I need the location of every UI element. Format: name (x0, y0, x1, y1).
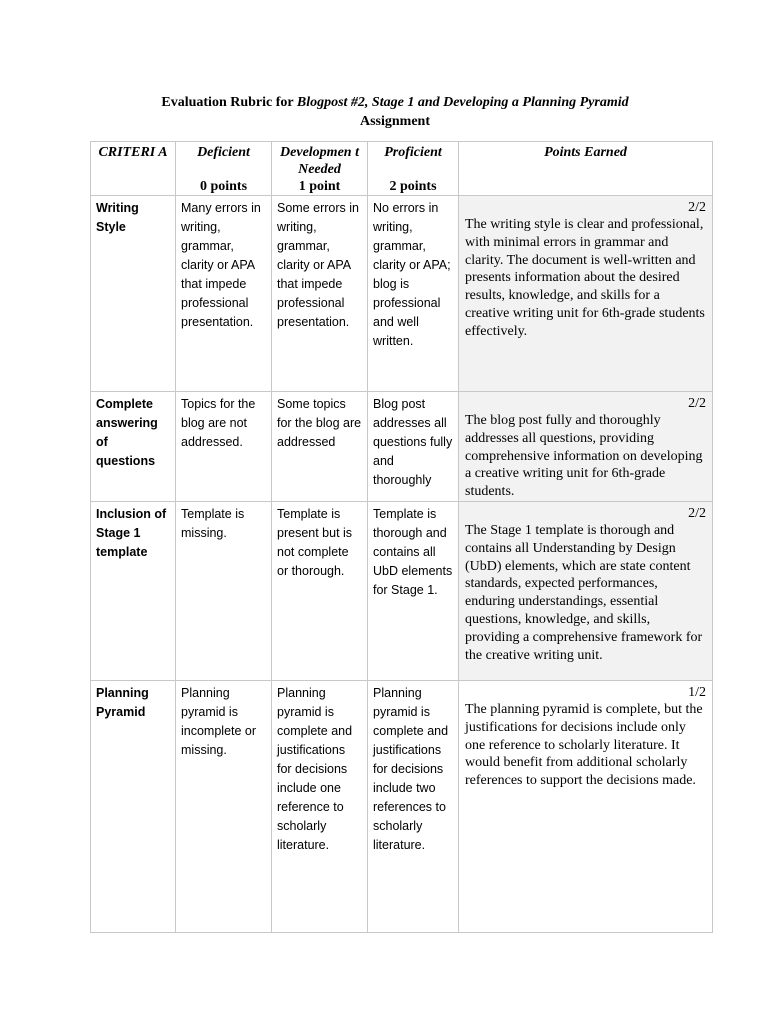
table-row (91, 392, 713, 502)
deficient-cell: Topics for the blog are not addressed. (176, 392, 272, 502)
proficient-cell: No errors in writing, grammar, clarity or APA; blog is professional and well written. (368, 196, 459, 392)
header-proficient: Proficient 2 points (368, 142, 459, 196)
proficient-cell: Template is thorough and contains all UbD elements for Stage 1. (368, 501, 459, 680)
proficient-cell: Planning pyramid is complete and justifications for decisions include two references to scholarly literature. (368, 680, 459, 932)
score: 1/2 (688, 684, 706, 700)
deficient-cell: Many errors in writing, grammar, clarity or APA that impede professional presentation. (176, 196, 272, 392)
table-row (91, 196, 713, 392)
header-criteria: CRITERI A (91, 142, 176, 196)
title-line-1 (0, 93, 768, 112)
development-cell: Template is present but is not complete or thorough. (272, 501, 368, 680)
document-title (0, 93, 768, 131)
comment: The blog post fully and thoroughly addresses all questions, providing comprehensive information on developing a creative writing unit for 6th-grade students. (465, 413, 703, 500)
title-assignment-name: Blogpost #2, Stage 1 and Developing a Planning Pyramid (296, 95, 629, 110)
deficient-cell: Planning pyramid is incomplete or missing. (176, 680, 272, 932)
comment: The planning pyramid is complete, but the justifications for decisions include only one reference to scholarly literature. It would benefit from additional scholarly references to support the decisions made. (465, 701, 703, 789)
development-cell: Some topics for the blog are addressed (272, 392, 368, 502)
header-deficient: Deficient 0 points (176, 142, 272, 196)
points-earned-cell (459, 392, 713, 502)
criteria-cell: Complete answering of questions (91, 392, 176, 502)
header-development-needed: Developmen t Needed 1 point (272, 142, 368, 196)
criteria-cell: Writing Style (91, 196, 176, 392)
criteria-cell: Inclusion of Stage 1 template (91, 501, 176, 680)
proficient-cell: Blog post addresses all questions fully and thoroughly (368, 392, 459, 502)
table-row (91, 501, 713, 680)
development-cell: Some errors in writing, grammar, clarity or APA that impede professional presentation. (272, 196, 368, 392)
deficient-cell: Template is missing. (176, 501, 272, 680)
points-earned-cell (459, 196, 713, 392)
comment: The Stage 1 template is thorough and contains all Understanding by Design (UbD) elements, which are state content standards, expected performances, enduring understandings, essential questions, knowledge, and skills, providing a comprehensive framework for the creative writing unit. (465, 522, 703, 663)
points-earned-cell (459, 501, 713, 680)
score: 2/2 (688, 396, 706, 411)
comment: The writing style is clear and professional, with minimal errors in grammar and clarity. The document is well-written and presents information about the desired results, knowledge, and skills for a creative writing unit for 6th-grade students effectively. (465, 217, 705, 339)
development-cell: Planning pyramid is complete and justifications for decisions include one reference to scholarly literature. (272, 680, 368, 932)
table-row (91, 680, 713, 932)
score: 2/2 (688, 505, 706, 521)
title-prefix: Evaluation Rubric for (161, 95, 297, 110)
criteria-cell: Planning Pyramid (91, 680, 176, 932)
score: 2/2 (688, 200, 706, 215)
title-line-2: Assignment (359, 114, 430, 129)
rubric-table (90, 141, 713, 933)
header-points-earned: Points Earned (459, 142, 713, 196)
points-earned-cell (459, 680, 713, 932)
header-row (91, 142, 713, 196)
